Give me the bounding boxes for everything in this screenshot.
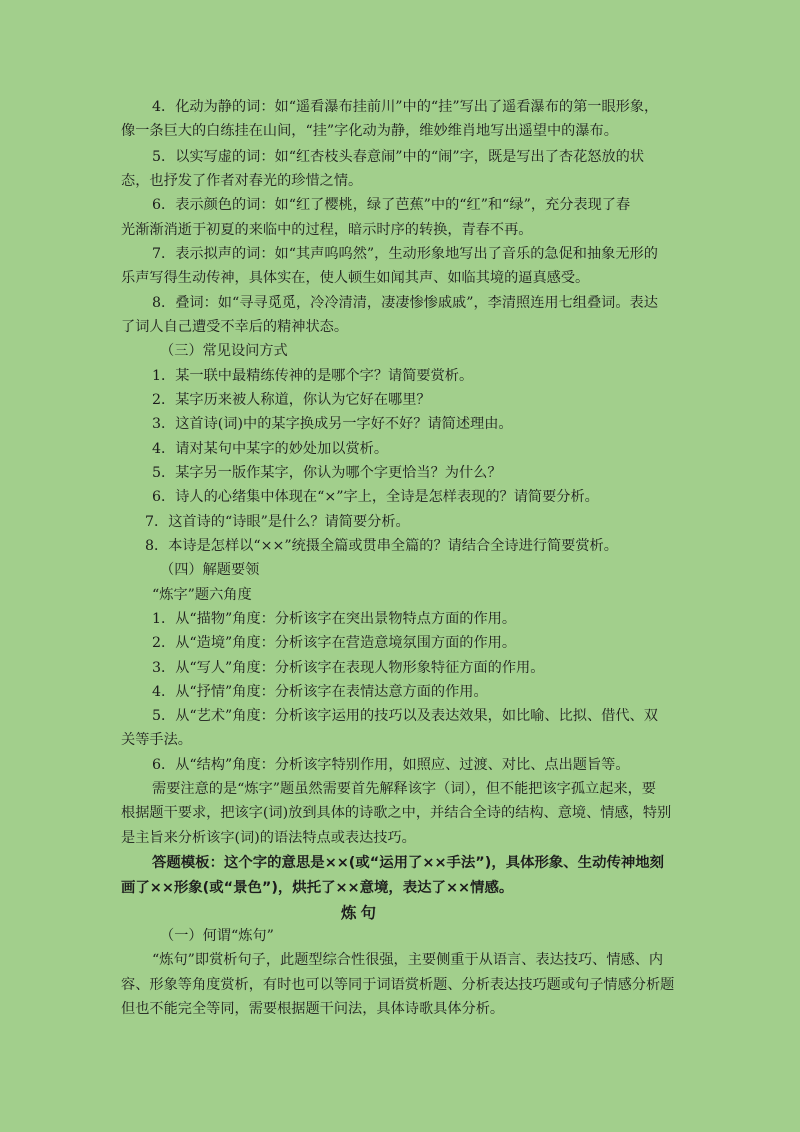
section-heading: （一）何谓“炼句” <box>160 928 274 944</box>
text-line: 乐声写得生动传神，具体实在，使人顿生如闻其声、如临其境的逼真感受。 <box>121 270 590 286</box>
text-line: 像一条巨大的白练挂在山间，“挂”字化动为静，维妙维肖地写出遥望中的瀑布。 <box>121 123 618 139</box>
list-item: 1．从“描物”角度：分析该字在突出景物特点方面的作用。 <box>152 611 517 627</box>
list-item: 3．这首诗(词)中的某字换成另一字好不好？请简述理由。 <box>152 416 513 432</box>
text-line: 态，也抒发了作者对春光的珍惜之情。 <box>121 173 363 189</box>
text-line: 5．以实写虚的词：如“红杏枝头春意闹”中的“闹”字，既是写出了杏花怒放的状 <box>152 149 645 165</box>
section-heading: （三）常见设问方式 <box>160 343 288 359</box>
list-item: 2．某字历来被人称道，你认为它好在哪里？ <box>152 392 431 408</box>
subheading: “炼字”题六角度 <box>152 587 252 603</box>
text-line: 6．表示颜色的词：如“红了樱桃，绿了芭蕉”中的“红”和“绿”，充分表现了春 <box>152 197 631 213</box>
text-line: 关等手法。 <box>121 732 192 748</box>
text-line: 需要注意的是“炼字”题虽然需要首先解释该字（词），但不能把该字孤立起来，要 <box>152 781 656 797</box>
text-line: 根据题干要求，把该字(词)放到具体的诗歌之中，并结合全诗的结构、意境、情感，特别 <box>121 805 672 821</box>
page-title: 炼句 <box>341 904 381 922</box>
text-line: 8．叠词：如“寻寻觅觅，冷冷清清，凄凄惨惨戚戚”，李清照连用七组叠词。表达 <box>152 295 658 311</box>
list-item: 1．某一联中最精练传神的是哪个字？请简要赏析。 <box>152 368 474 384</box>
text-line: 是主旨来分析该字(词)的语法特点或表达技巧。 <box>121 830 416 846</box>
list-item: 7．这首诗的“诗眼”是什么？请简要分析。 <box>145 514 410 530</box>
answer-template: 答题模板：这个字的意思是××(或“运用了××手法”)，具体形象、生动传神地刻 <box>152 855 665 871</box>
text-line: 了词人自己遭受不幸后的精神状态。 <box>121 319 349 335</box>
list-item: 3．从“写人”角度：分析该字在表现人物形象特征方面的作用。 <box>152 660 545 676</box>
text-line: 光渐渐消逝于初夏的来临中的过程，暗示时序的转换，青春不再。 <box>121 222 533 238</box>
list-item: 4．请对某句中某字的妙处加以赏析。 <box>152 441 389 457</box>
text-line: 7．表示拟声的词：如“其声呜呜然”，生动形象地写出了音乐的急促和抽象无形的 <box>152 246 658 262</box>
section-heading: （四）解题要领 <box>160 562 260 578</box>
list-item: 4．从“抒情”角度：分析该字在表情达意方面的作用。 <box>152 684 488 700</box>
answer-template: 画了××形象(或“景色”)，烘托了××意境，表达了××情感。 <box>121 880 514 896</box>
list-item: 5．某字另一版作某字，你认为哪个字更恰当？为什么？ <box>152 465 502 481</box>
list-item: 6．诗人的心绪集中体现在“×”字上，全诗是怎样表现的？请简要分析。 <box>152 489 599 505</box>
text-line: 但也不能完全等同，需要根据题干问法，具体诗歌具体分析。 <box>121 1001 505 1017</box>
list-item: 2．从“造境”角度：分析该字在营造意境氛围方面的作用。 <box>152 635 517 651</box>
text-line: 容、形象等角度赏析，有时也可以等同于词语赏析题、分析表达技巧题或句子情感分析题 <box>121 977 675 993</box>
text-line: 4．化动为静的词：如“遥看瀑布挂前川”中的“挂”写出了遥看瀑布的第一眼形象， <box>152 99 659 115</box>
list-item: 6．从“结构”角度：分析该字特别作用，如照应、过渡、对比、点出题旨等。 <box>152 757 630 773</box>
text-line: “炼句”即赏析句子，此题型综合性很强，主要侧重于从语言、表达技巧、情感、内 <box>152 952 664 968</box>
list-item: 5．从“艺术”角度：分析该字运用的技巧以及表达效果，如比喻、比拟、借代、双 <box>152 708 658 724</box>
list-item: 8．本诗是怎样以“××”统摄全篇或贯串全篇的？请结合全诗进行简要赏析。 <box>145 538 618 554</box>
